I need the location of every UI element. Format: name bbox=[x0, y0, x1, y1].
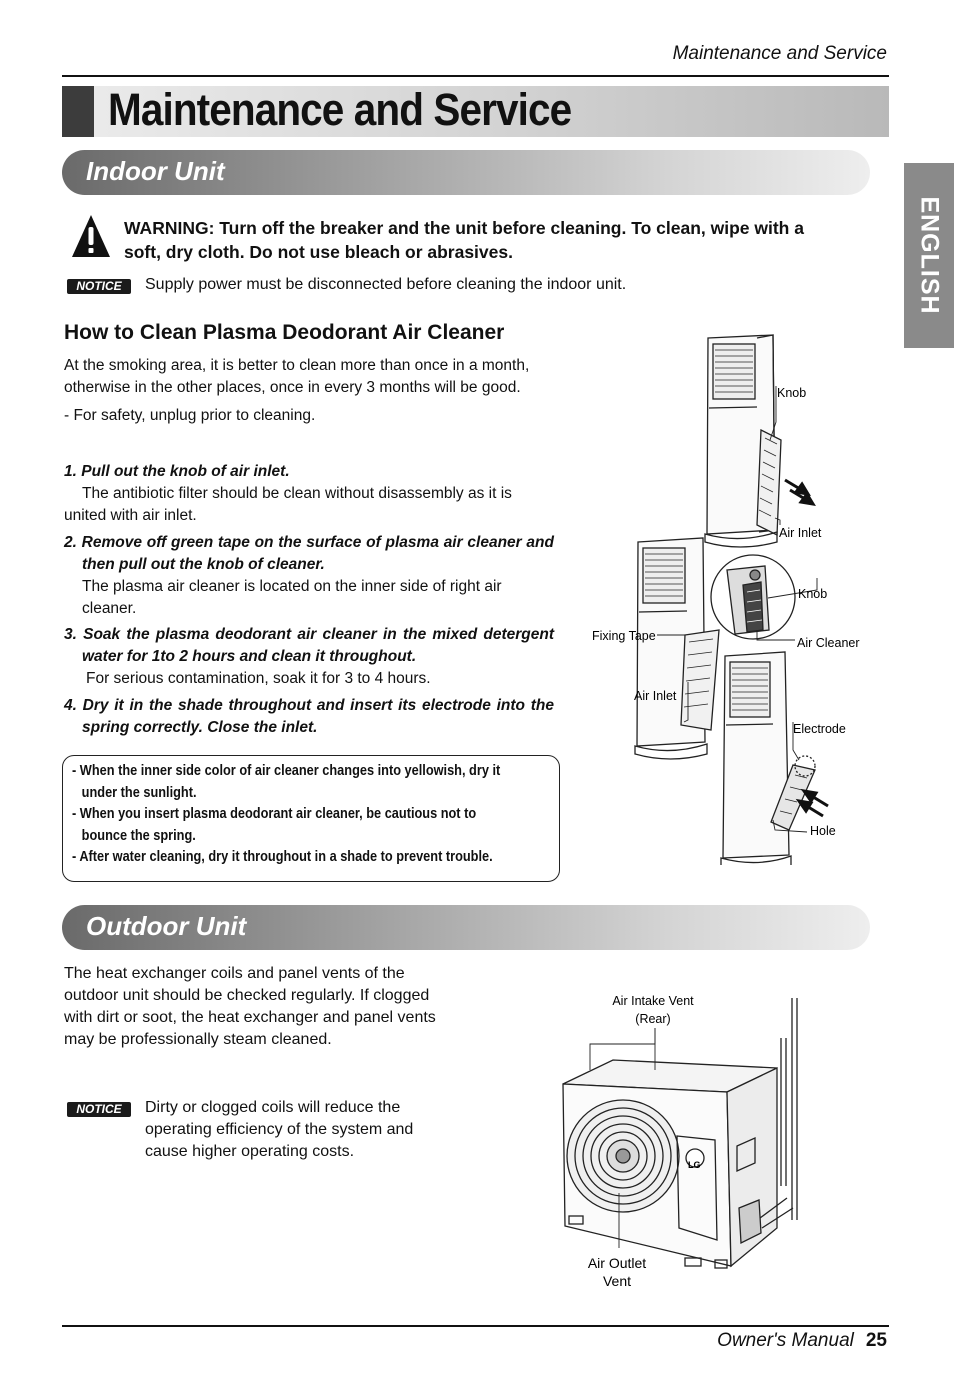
brand-logo: LG bbox=[688, 1160, 701, 1170]
step-1: 1. Pull out the knob of air inlet. The antibiotic filter should be clean without disassembly as it is united with air inlet. bbox=[64, 463, 512, 524]
subheading: How to Clean Plasma Deodorant Air Cleaner bbox=[64, 321, 505, 344]
title-mark bbox=[62, 86, 94, 137]
outdoor-heading: Outdoor Unit bbox=[86, 911, 247, 941]
indoor-unit-figure bbox=[585, 330, 870, 865]
indoor-heading: Indoor Unit bbox=[86, 156, 225, 186]
page-number: 25 bbox=[865, 1330, 887, 1351]
outdoor-unit-figure bbox=[555, 988, 815, 1293]
label-knob-mid: Knob bbox=[798, 587, 828, 601]
label-electrode: Electrode bbox=[793, 722, 846, 736]
outdoor-notice-badge: NOTICE bbox=[67, 1102, 131, 1117]
outdoor-notice-text: Dirty or clogged coils will reduce the operating efficiency of the system and cause higher operating costs. bbox=[145, 1099, 414, 1160]
running-head: Maintenance and Service bbox=[672, 43, 887, 64]
bottom-rule bbox=[62, 1325, 889, 1327]
top-rule bbox=[62, 75, 889, 77]
label-air-cleaner: Air Cleaner bbox=[797, 636, 860, 650]
footer: Owner's Manual 25 bbox=[717, 1330, 887, 1351]
label-hole: Hole bbox=[810, 824, 836, 838]
label-air-inlet-mid: Air Inlet bbox=[634, 689, 677, 703]
label-intake-rear: (Rear) bbox=[635, 1012, 671, 1026]
label-fixing-tape: Fixing Tape bbox=[592, 629, 656, 643]
label-air-inlet-top: Air Inlet bbox=[779, 526, 822, 540]
language-tab-label: ENGLISH bbox=[915, 196, 944, 315]
label-intake-vent: Air Intake Vent bbox=[612, 994, 694, 1008]
step-4: 4. Dry it in the shade throughout and insert its electrode into the spring correctly. Close the inlet. bbox=[64, 697, 554, 736]
label-outlet-vent-2: Vent bbox=[602, 1273, 632, 1289]
notice-text: Supply power must be disconnected before cleaning the indoor unit. bbox=[145, 276, 627, 293]
label-outlet-vent-1: Air Outlet bbox=[587, 1255, 647, 1271]
page-title: Maintenance and Service bbox=[108, 84, 572, 135]
warning-icon bbox=[70, 213, 112, 259]
warning-text: WARNING: Turn off the breaker and the unit before cleaning. To clean, wipe with a soft, dry cloth. Do not use bleach or abrasives. bbox=[124, 218, 804, 262]
safety-text: - For safety, unplug prior to cleaning. bbox=[64, 407, 316, 424]
caution-list: - When the inner side color of air cleaner changes into yellowish, dry it under the sunlight. - When you insert plasma deodorant air cleaner, be cautious not to bounce the spring. - After water cleaning, dry it throughout in a shade to prevent trouble. bbox=[72, 763, 501, 865]
step-2: 2. Remove off green tape on the surface of plasma air cleaner and then pull out the knob of cleaner. The plasma air cleaner is located on the inner side of right air cleaner. bbox=[64, 534, 554, 617]
notice-badge: NOTICE bbox=[67, 279, 131, 294]
intro-text: At the smoking area, it is better to clean more than once in a month, otherwise in the other places, once in every 3 months will be good. bbox=[64, 357, 530, 396]
outdoor-body: The heat exchanger coils and panel vents of the outdoor unit should be checked regularly. If clogged with dirt or soot, the heat exchanger and panel vents may be professionally steam cleaned. bbox=[64, 965, 436, 1048]
step-3: 3. Soak the plasma deodorant air cleaner in the mixed detergent water for 1to 2 hours and clean it throughout. For serious contamination, soak it for 3 to 4 hours. bbox=[64, 626, 554, 687]
label-knob-top: Knob bbox=[777, 386, 807, 400]
